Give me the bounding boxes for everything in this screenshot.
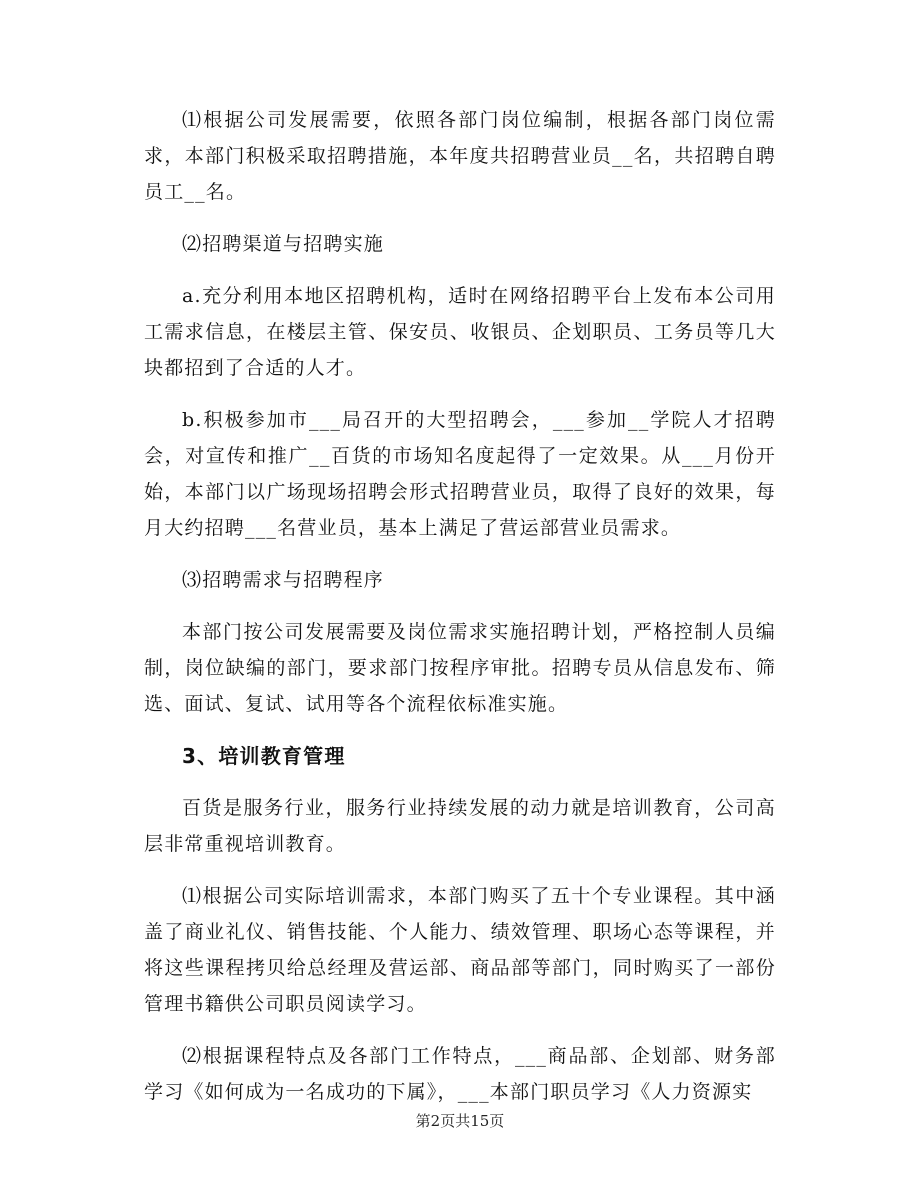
paragraph-channel-a: a.充分利用本地区招聘机构，适时在网络招聘平台上发布本公司用工需求信息，在楼层主管、保安员、收银员、企划职员、工务员等几大块都招到了合适的人才。 bbox=[144, 285, 776, 379]
paragraph-training-intro: 百货是服务行业，服务行业持续发展的动力就是培训教育，公司高层非常重视培训教育。 bbox=[144, 797, 776, 855]
paragraph-recruitment-procedure-title: ⑶招聘需求与招聘程序 bbox=[182, 569, 385, 591]
paragraph-training-courses: ⑴根据公司实际培训需求，本部门购买了五十个专业课程。其中涵盖了商业礼仪、销售技能、个人能力、绩效管理、职场心态等课程，并将这些课程拷贝给总经理及营运部、商品部等部门，同时购买了一部份管理书籍供公司职员阅读学习。 bbox=[144, 885, 776, 1015]
paragraph-recruitment-procedure: 本部门按公司发展需要及岗位需求实施招聘计划，严格控制人员编制，岗位缺编的部门，要求部门按程序审批。招聘专员从信息发布、筛选、面试、复试、试用等各个流程依标准实施。 bbox=[144, 621, 776, 715]
paragraph-recruitment-channels-title: ⑵招聘渠道与招聘实施 bbox=[182, 233, 385, 255]
document-body bbox=[144, 102, 776, 1126]
paragraph-training-schedule: ⑵根据课程特点及各部门工作特点，___商品部、企划部、财务部学习《如何成为一名成功的下属》，___本部门职员学习《人力资源实 bbox=[144, 1045, 776, 1103]
paragraph-channel-b: b.积极参加市___局召开的大型招聘会，___参加__学院人才招聘会，对宣传和推广__百货的市场知名度起得了一定效果。从___月份开始，本部门以广场现场招聘会形式招聘营业员，取得了良好的效果，每月大约招聘___名营业员，基本上满足了营运部营业员需求。 bbox=[144, 409, 776, 539]
paragraph-recruitment-summary: ⑴根据公司发展需要，依照各部门岗位编制，根据各部门岗位需求，本部门积极采取招聘措施，本年度共招聘营业员__名，共招聘自聘员工__名。 bbox=[144, 109, 776, 203]
section-heading-training: 3、培训教育管理 bbox=[182, 744, 346, 768]
page-number: 第2页共15页 bbox=[415, 1112, 505, 1130]
